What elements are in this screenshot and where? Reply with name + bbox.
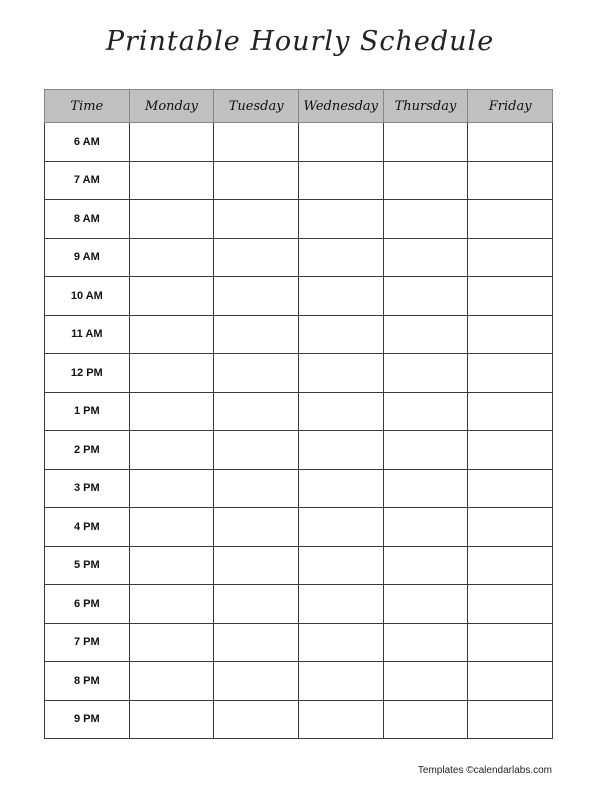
column-header-wednesday: Wednesday — [298, 90, 383, 123]
page-title: Printable Hourly Schedule — [105, 26, 495, 57]
schedule-body — [45, 123, 553, 739]
schedule-cell-monday[interactable] — [129, 508, 214, 547]
table-row — [45, 508, 553, 547]
schedule-cell-monday[interactable] — [129, 662, 214, 701]
schedule-cell-monday[interactable] — [129, 700, 214, 739]
schedule-cell-tuesday[interactable] — [214, 315, 299, 354]
schedule-cell-tuesday[interactable] — [214, 200, 299, 239]
schedule-cell-monday[interactable] — [129, 431, 214, 470]
schedule-cell-thursday[interactable] — [383, 354, 468, 393]
column-header-tuesday: Tuesday — [214, 90, 299, 123]
schedule-cell-thursday[interactable] — [383, 700, 468, 739]
time-label: 6 PM — [45, 585, 130, 624]
table-row — [45, 354, 553, 393]
schedule-cell-friday[interactable] — [468, 238, 553, 277]
time-label: 10 AM — [45, 277, 130, 316]
schedule-cell-tuesday[interactable] — [214, 354, 299, 393]
time-label: 11 AM — [45, 315, 130, 354]
schedule-cell-tuesday[interactable] — [214, 238, 299, 277]
schedule-cell-wednesday[interactable] — [298, 123, 383, 162]
schedule-cell-monday[interactable] — [129, 392, 214, 431]
schedule-cell-monday[interactable] — [129, 546, 214, 585]
time-label: 1 PM — [45, 392, 130, 431]
table-row — [45, 662, 553, 701]
schedule-cell-friday[interactable] — [468, 161, 553, 200]
schedule-cell-wednesday[interactable] — [298, 277, 383, 316]
schedule-cell-thursday[interactable] — [383, 508, 468, 547]
schedule-cell-tuesday[interactable] — [214, 161, 299, 200]
schedule-cell-friday[interactable] — [468, 200, 553, 239]
table-row — [45, 392, 553, 431]
schedule-cell-tuesday[interactable] — [214, 123, 299, 162]
time-label: 7 AM — [45, 161, 130, 200]
schedule-cell-tuesday[interactable] — [214, 277, 299, 316]
header-row — [45, 90, 553, 123]
schedule-cell-thursday[interactable] — [383, 585, 468, 624]
schedule-cell-monday[interactable] — [129, 354, 214, 393]
schedule-cell-friday[interactable] — [468, 585, 553, 624]
schedule-cell-monday[interactable] — [129, 161, 214, 200]
table-row — [45, 623, 553, 662]
schedule-cell-tuesday[interactable] — [214, 431, 299, 470]
schedule-cell-friday[interactable] — [468, 277, 553, 316]
schedule-cell-tuesday[interactable] — [214, 662, 299, 701]
schedule-cell-tuesday[interactable] — [214, 508, 299, 547]
time-label: 9 PM — [45, 700, 130, 739]
time-label: 12 PM — [45, 354, 130, 393]
schedule-cell-friday[interactable] — [468, 508, 553, 547]
time-label: 6 AM — [45, 123, 130, 162]
schedule-cell-thursday[interactable] — [383, 123, 468, 162]
schedule-cell-thursday[interactable] — [383, 238, 468, 277]
column-header-thursday: Thursday — [383, 90, 468, 123]
schedule-cell-wednesday[interactable] — [298, 623, 383, 662]
schedule-cell-friday[interactable] — [468, 392, 553, 431]
schedule-cell-tuesday[interactable] — [214, 546, 299, 585]
table-row — [45, 238, 553, 277]
schedule-cell-tuesday[interactable] — [214, 623, 299, 662]
schedule-cell-monday[interactable] — [129, 277, 214, 316]
schedule-cell-monday[interactable] — [129, 200, 214, 239]
schedule-cell-thursday[interactable] — [383, 469, 468, 508]
schedule-cell-thursday[interactable] — [383, 161, 468, 200]
schedule-cell-thursday[interactable] — [383, 662, 468, 701]
time-label: 3 PM — [45, 469, 130, 508]
schedule-cell-wednesday[interactable] — [298, 315, 383, 354]
schedule-cell-wednesday[interactable] — [298, 469, 383, 508]
time-label: 8 PM — [45, 662, 130, 701]
table-row — [45, 700, 553, 739]
schedule-cell-friday[interactable] — [468, 315, 553, 354]
schedule-cell-friday[interactable] — [468, 700, 553, 739]
schedule-cell-tuesday[interactable] — [214, 392, 299, 431]
schedule-cell-wednesday[interactable] — [298, 200, 383, 239]
time-label: 4 PM — [45, 508, 130, 547]
schedule-cell-friday[interactable] — [468, 431, 553, 470]
schedule-cell-thursday[interactable] — [383, 546, 468, 585]
time-label: 9 AM — [45, 238, 130, 277]
schedule-cell-tuesday[interactable] — [214, 700, 299, 739]
schedule-cell-wednesday[interactable] — [298, 354, 383, 393]
schedule-cell-wednesday[interactable] — [298, 662, 383, 701]
table-row — [45, 161, 553, 200]
schedule-cell-wednesday[interactable] — [298, 431, 383, 470]
table-row — [45, 315, 553, 354]
time-label: 5 PM — [45, 546, 130, 585]
table-row — [45, 123, 553, 162]
schedule-cell-thursday[interactable] — [383, 392, 468, 431]
schedule-cell-friday[interactable] — [468, 469, 553, 508]
schedule-cell-wednesday[interactable] — [298, 585, 383, 624]
schedule-cell-wednesday[interactable] — [298, 238, 383, 277]
schedule-cell-friday[interactable] — [468, 123, 553, 162]
schedule-cell-wednesday[interactable] — [298, 161, 383, 200]
time-label: 2 PM — [45, 431, 130, 470]
schedule-cell-thursday[interactable] — [383, 277, 468, 316]
schedule-cell-thursday[interactable] — [383, 623, 468, 662]
time-label: 8 AM — [45, 200, 130, 239]
schedule-cell-thursday[interactable] — [383, 315, 468, 354]
footer-credit: Templates ©calendarlabs.com — [417, 765, 552, 776]
column-header-time: Time — [45, 90, 130, 123]
table-row — [45, 585, 553, 624]
table-row — [45, 200, 553, 239]
schedule-cell-friday[interactable] — [468, 354, 553, 393]
schedule-cell-tuesday[interactable] — [214, 469, 299, 508]
schedule-cell-monday[interactable] — [129, 238, 214, 277]
schedule-cell-monday[interactable] — [129, 585, 214, 624]
schedule-cell-wednesday[interactable] — [298, 546, 383, 585]
schedule-cell-friday[interactable] — [468, 662, 553, 701]
schedule-cell-monday[interactable] — [129, 315, 214, 354]
schedule-cell-monday[interactable] — [129, 123, 214, 162]
schedule-cell-monday[interactable] — [129, 469, 214, 508]
schedule-cell-tuesday[interactable] — [214, 585, 299, 624]
schedule-cell-wednesday[interactable] — [298, 700, 383, 739]
column-header-monday: Monday — [129, 90, 214, 123]
table-row — [45, 277, 553, 316]
table-row — [45, 546, 553, 585]
schedule-cell-thursday[interactable] — [383, 200, 468, 239]
schedule-cell-wednesday[interactable] — [298, 392, 383, 431]
table-row — [45, 469, 553, 508]
column-header-friday: Friday — [468, 90, 553, 123]
schedule-cell-monday[interactable] — [129, 623, 214, 662]
schedule-cell-thursday[interactable] — [383, 431, 468, 470]
schedule-table — [44, 89, 553, 739]
schedule-cell-friday[interactable] — [468, 623, 553, 662]
table-row — [45, 431, 553, 470]
time-label: 7 PM — [45, 623, 130, 662]
schedule-cell-wednesday[interactable] — [298, 508, 383, 547]
schedule-cell-friday[interactable] — [468, 546, 553, 585]
